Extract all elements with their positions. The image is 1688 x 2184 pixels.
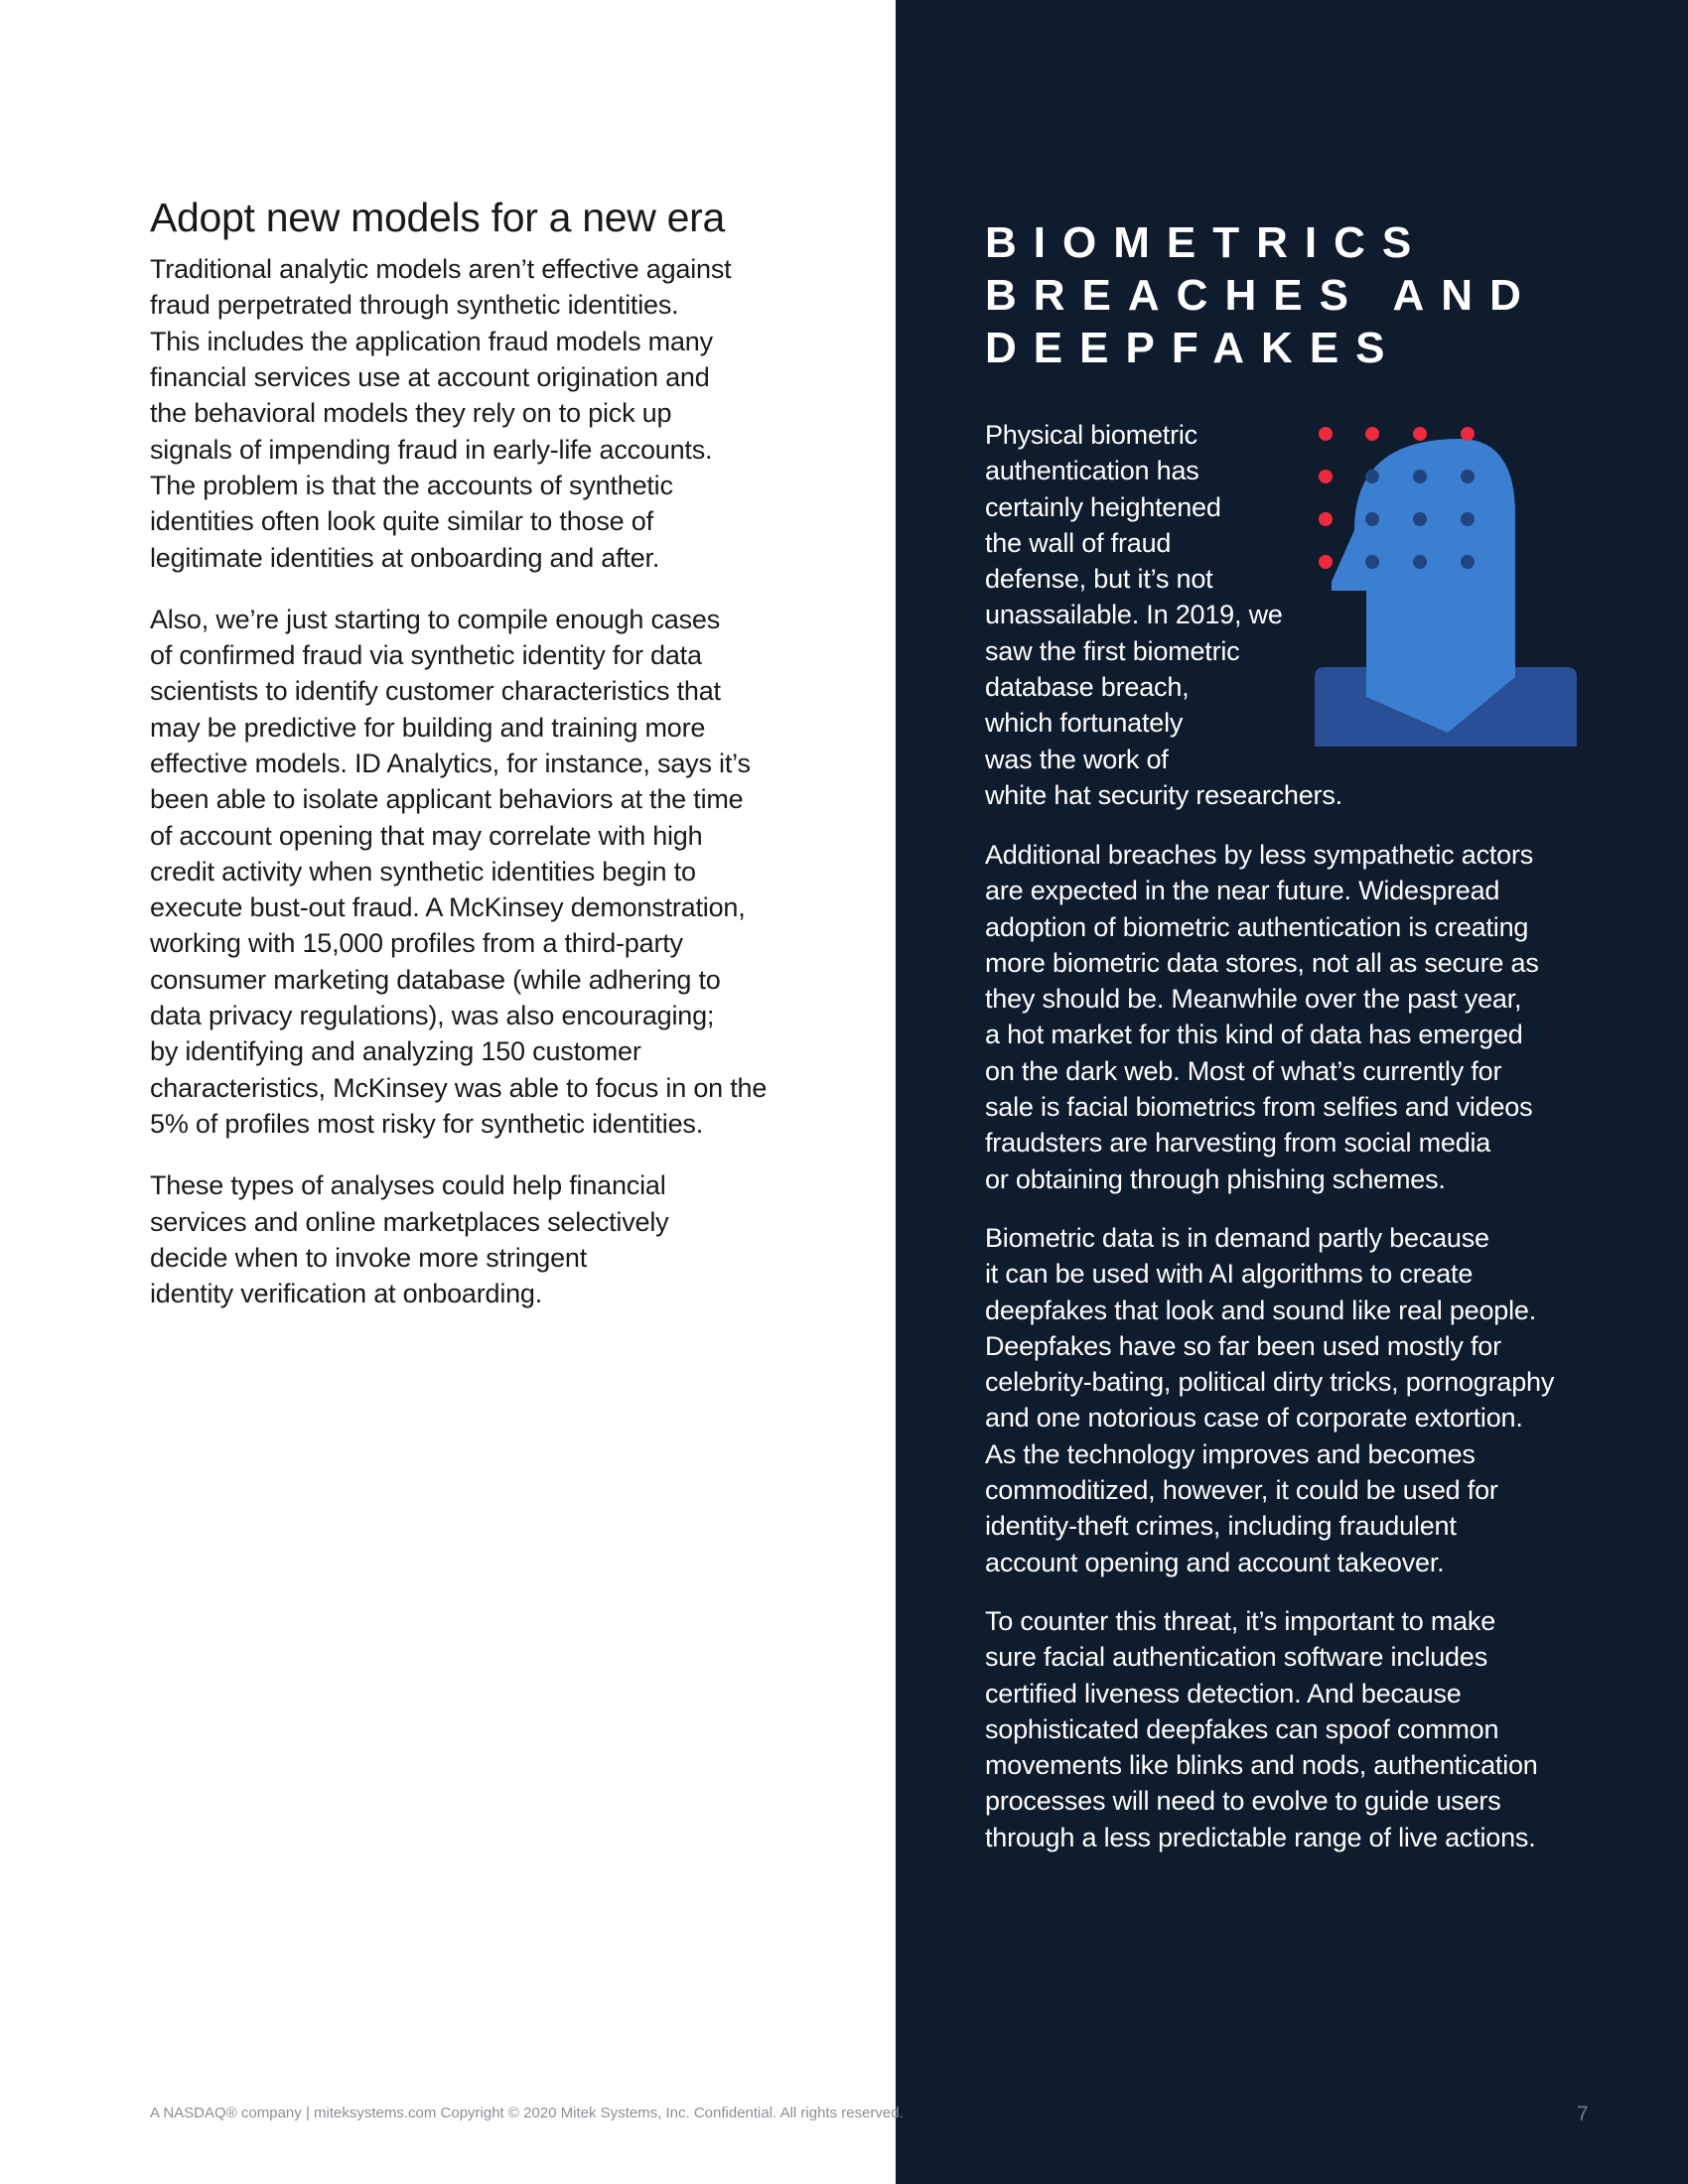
scan-dot <box>1365 512 1379 526</box>
biometric-face-scan-icon <box>1309 417 1582 754</box>
sidebar-intro-paragraph: Physical biometric authentication has certainly heightened the wall of fraud defense, but it’s not unassailable. In 2019, we saw the first biometric database breach, which fortunately was the work of white hat security researchers. <box>985 420 1342 810</box>
scan-dot <box>1365 470 1379 483</box>
footer-copyright: A NASDAQ® company | miteksystems.com Copyright © 2020 Mitek Systems, Inc. Confidential. All rights reserved. <box>150 2105 904 2121</box>
article-paragraph: Also, we’re just starting to compile enough cases of confirmed fraud via synthetic identity for data scientists to identify customer characteristics that may be predictive for building and training more effective models. ID Analytics, for instance, says it’s been able to isolate applicant behaviors at the time of account opening that may correlate with high credit activity when synthetic identities begin to execute bust-out fraud. A McKinsey demonstration, working with 15,000 profiles from a third-party consumer marketing database (while adhering to data privacy regulations), was also encouraging; by identifying and analyzing 150 customer characteristics, McKinsey was able to focus in on the 5% of profiles most risky for synthetic identities. <box>150 604 768 1139</box>
article-paragraph: These types of analyses could help financial services and online marketplaces selectively decide when to invoke more stringent identity verification at onboarding. <box>150 1170 669 1309</box>
scan-dot <box>1319 427 1333 441</box>
scan-dot <box>1319 512 1333 526</box>
scan-dot <box>1365 555 1379 569</box>
main-article <box>150 195 825 1337</box>
scan-dot <box>1365 427 1379 441</box>
scan-dot <box>1319 470 1333 483</box>
scan-dot <box>1413 427 1427 441</box>
scan-dot <box>1319 555 1333 569</box>
page-number: 7 <box>1577 2103 1589 2125</box>
scan-dot <box>1461 427 1475 441</box>
scan-dot <box>1461 555 1475 569</box>
scan-dot <box>1413 555 1427 569</box>
scan-dot <box>1461 470 1475 483</box>
scan-dot <box>1461 512 1475 526</box>
sidebar-paragraph: To counter this threat, it’s important to make sure facial authentication software includes certified liveness detection. And because sophisticated deepfakes can spoof common movements like blinks and nods, authentication processes will need to evolve to guide users through a less predictable range of live actions. <box>985 1606 1538 1852</box>
sidebar-paragraph: Biometric data is in demand partly because it can be used with AI algorithms to create deepfakes that look and sound like real people. Deepfakes have so far been used mostly for celebrity-bating, political dirty tricks, pornography and one notorious case of corporate extortion. As the technology improves and becomes commoditized, however, it could be used for identity-theft crimes, including fraudulent account opening and account takeover. <box>985 1223 1555 1577</box>
sidebar-paragraph: Additional breaches by less sympathetic actors are expected in the near future. Widespread adoption of biometric authentication is creating more biometric data stores, not all as secure as they should be. Meanwhile over the past year, a hot market for this kind of data has emerged on the dark web. Most of what’s currently for sale is facial biometrics from selfies and videos fraudsters are harvesting from social media or obtaining through phishing schemes. <box>985 840 1539 1194</box>
sidebar-title: BIOMETRICS BREACHES AND DEEPFAKES <box>985 218 1538 372</box>
article-paragraph: Traditional analytic models aren’t effective against fraud perpetrated through synthetic identities. This includes the application fraud models many financial services use at account origination and the behavioral models they rely on to pick up signals of impending fraud in early-life accounts. The problem is that the accounts of synthetic identities often look quite similar to those of legitimate identities at onboarding and after. <box>150 254 732 573</box>
scan-dot <box>1413 512 1427 526</box>
section-heading: Adopt new models for a new era <box>150 195 725 240</box>
scan-dot <box>1413 470 1427 483</box>
